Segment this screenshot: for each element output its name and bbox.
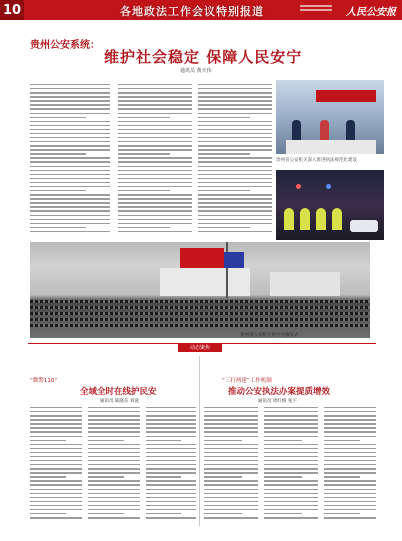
left-story-kicker: “微警110”	[30, 378, 58, 384]
photo-caption-3: 贵州省公安机关举行升旗仪式	[240, 333, 299, 338]
left-story-text-2	[88, 407, 140, 525]
header-date-block	[300, 5, 332, 13]
right-story-text-3	[324, 407, 376, 525]
photo-night-patrol	[276, 170, 384, 240]
lead-text-column-1	[30, 84, 110, 236]
right-story-text-2	[264, 407, 318, 525]
right-story-byline: 通讯员 周红梅 张宇	[258, 399, 297, 404]
right-story-kicker: “三打两建”工作机制	[222, 378, 272, 384]
lead-text-column-2	[118, 84, 192, 236]
lead-headline: 维护社会稳定 保障人民安宁	[104, 48, 303, 66]
section-tag: 动态聚焦	[178, 343, 222, 352]
page-number: 10	[0, 0, 24, 20]
column-rule	[199, 356, 200, 526]
section-title: 各地政法工作会议特别报道	[120, 5, 264, 18]
lead-byline: 通讯员 黄天伟	[180, 68, 212, 74]
left-story-text-3	[146, 407, 196, 525]
left-story-text-1	[30, 407, 82, 525]
lead-text-column-3	[198, 84, 272, 236]
right-story-text-1	[204, 407, 258, 525]
photo-flag-ceremony	[30, 242, 370, 338]
photo-caption-1: 贵州省公安机关深入推进执法规范化建设	[276, 158, 357, 163]
left-story-byline: 通讯员 陈晓东 刘波	[100, 399, 139, 404]
lead-kicker: 贵州公安系统：	[30, 40, 100, 51]
right-story-headline: 推动公安执法办案提质增效	[228, 387, 331, 397]
newspaper-brand: 人民公安报	[346, 7, 396, 18]
left-story-headline: 全域全时在线护民安	[80, 387, 157, 397]
photo-office-counter	[276, 80, 384, 154]
page-header-bar	[0, 0, 402, 20]
